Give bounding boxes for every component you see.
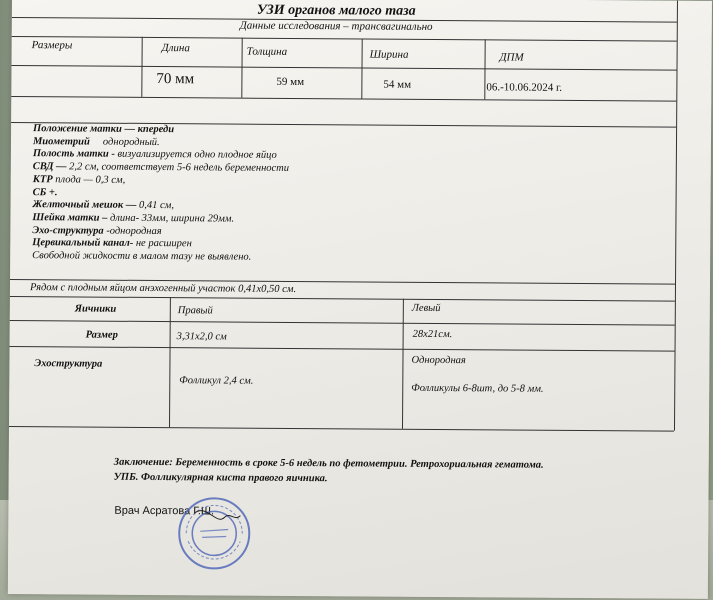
value-dpm: 06.-10.06.2024 г. <box>486 81 563 94</box>
adjacent-area-note: Рядом с плодным яйцом анэхогенный участок 0,41x0,50 см. <box>29 282 297 295</box>
myometrium-line: Миометрий однородный. <box>32 135 160 148</box>
report-subtitle: Данные исследования – трансвагинально <box>239 19 433 33</box>
yolk-sac-line: Желточный мешок — 0,41 см, <box>32 199 175 212</box>
value-width: 54 мм <box>383 78 412 91</box>
doctor-name: Врач Асратова Г.Ш. <box>114 504 215 518</box>
conclusion-line-1: Заключение: Беременность в сроке 5-6 недель по фетометрии. Ретрохориальная гематома. <box>113 456 544 471</box>
cervix-line: Шейка матки – длина- 33мм, ширина 29мм. <box>32 212 235 225</box>
right-ovary-header: Правый <box>177 305 213 317</box>
value-thickness: 59 мм <box>276 75 305 89</box>
right-ovary-echo: Фолликул 2,4 см. <box>179 375 254 387</box>
ovaries-header: Яичники <box>74 303 117 315</box>
svd-line: СВД — 2,2 см, соответствует 5-6 недель беременности <box>32 161 290 175</box>
header-cell-thickness: Толщина <box>246 45 288 58</box>
left-ovary-header: Левый <box>411 302 441 314</box>
ultrasound-report-sheet <box>8 0 712 599</box>
header-cell-dpm: ДПМ <box>499 51 524 64</box>
header-cell-sizes: Размеры <box>31 39 73 52</box>
left-ovary-follicles: Фолликулы 6-8шт, до 5-8 мм. <box>411 382 544 395</box>
conclusion-line-2: УПБ. Фолликулярная киста правого яичника. <box>113 471 328 485</box>
conclusion <box>114 455 544 488</box>
right-ovary-size: 3,31x2,0 см <box>176 331 227 343</box>
header-cell-width: Ширина <box>369 48 409 61</box>
left-ovary-size: 28x21см. <box>412 328 453 341</box>
echostructure-line: Эхо-структура -однородная <box>32 224 162 237</box>
cervical-canal-line: Цервикальный канал- не расширен <box>32 237 192 250</box>
heartbeat-line: СБ +. <box>32 186 58 198</box>
report-title: УЗИ органов малого таза <box>256 2 416 19</box>
value-length: 70 мм <box>156 71 195 88</box>
free-fluid-line: Свободной жидкости в малом тазу не выявлено. <box>32 250 252 263</box>
ktr-line: КТР плода — 0,3 см, <box>32 173 126 186</box>
round-stamp-icon <box>176 495 253 572</box>
size-label: Размер <box>85 329 118 341</box>
cavity-line: Полость матки - визуализируется одно плодное яйцо <box>32 148 277 162</box>
left-ovary-echo-type: Однородная <box>411 354 466 367</box>
echostructure-label: Эхоструктура <box>34 358 103 370</box>
header-cell-length: Длина <box>161 42 190 55</box>
uterus-position: Положение матки — кпереди <box>33 123 175 136</box>
uterus-findings <box>32 123 289 265</box>
